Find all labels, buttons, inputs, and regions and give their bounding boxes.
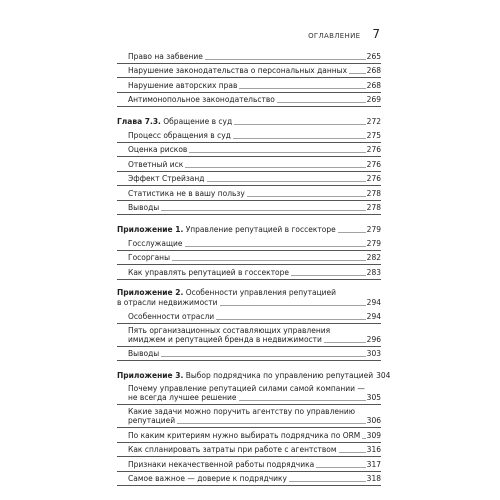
toc-entry-text: не всегда лучшее решение <box>128 393 237 402</box>
toc-section-entry[interactable] <box>117 236 381 251</box>
toc-entry-row <box>117 157 381 172</box>
toc-section-entry[interactable] <box>117 405 381 428</box>
toc-page-number: 276 <box>366 174 381 183</box>
toc-entry-text: Выводы <box>128 203 160 212</box>
toc-entry-row <box>117 347 381 362</box>
toc-section-entry[interactable] <box>117 251 381 266</box>
header-title: ОГЛАВЛЕНИЕ <box>308 32 361 40</box>
toc-entry-label <box>128 335 322 345</box>
toc-entry-prefix: Приложение 2. <box>117 288 184 297</box>
toc-section-entry[interactable] <box>117 265 381 280</box>
dot-leader <box>324 342 366 343</box>
dot-leader <box>234 124 366 125</box>
toc-entry-label <box>128 189 245 199</box>
dot-leader <box>189 152 365 153</box>
toc-page-number: 294 <box>366 298 381 307</box>
toc-entry-text: Ответный иск <box>128 159 184 169</box>
dot-leader <box>172 260 366 261</box>
dot-leader <box>239 400 366 401</box>
toc-entry-label: Какие задачи можно поручить агентству по управлению <box>128 407 356 416</box>
toc-entry-label <box>128 445 337 455</box>
toc-entry-label <box>117 298 218 308</box>
toc-entry-text: Обращение в суд <box>160 117 233 126</box>
toc-entry-row <box>117 128 381 143</box>
toc-entry-prefix: Приложение 1. <box>117 225 184 234</box>
toc-page-number: 303 <box>366 349 381 358</box>
toc-chapter-entry[interactable] <box>117 286 381 309</box>
dot-leader <box>161 356 365 357</box>
toc-section-entry[interactable] <box>117 472 381 487</box>
dot-leader <box>239 88 365 89</box>
toc-entry-row <box>117 222 381 237</box>
toc-entry-label <box>117 371 373 381</box>
toc-page-number: 276 <box>366 145 381 154</box>
dot-leader <box>177 423 366 424</box>
toc-page-number: 309 <box>366 430 381 440</box>
toc-page-number: 279 <box>366 225 381 234</box>
toc-entry-row <box>117 93 381 108</box>
toc-entry-label <box>128 203 159 213</box>
toc-entry-row <box>117 114 381 129</box>
dot-leader <box>216 319 366 320</box>
toc-entry-text: Управление репутацией в госсекторе <box>183 225 336 234</box>
dot-leader <box>205 59 366 60</box>
toc-page-number: 304 <box>376 371 391 380</box>
toc-entry-row <box>117 443 381 458</box>
toc-entry-text: Как управлять репутацией в госсекторе <box>128 267 290 277</box>
toc-page-number: 279 <box>366 238 381 248</box>
toc-entry-text: Самое важное — доверие к подрядчику <box>128 474 287 483</box>
toc-entry-label <box>128 474 287 484</box>
toc-entry-row <box>117 309 381 324</box>
dot-leader <box>316 467 365 468</box>
toc-entry-row <box>117 236 381 251</box>
toc-entry-row <box>117 472 381 487</box>
toc-section-entry[interactable] <box>117 49 381 64</box>
toc-entry-text: Госслужащие <box>128 238 183 248</box>
toc-entry-text: Эффект Стрейзанд <box>128 174 205 183</box>
toc-entry-text: По каким критериям нужно выбирать подрядчика по ORM <box>128 430 361 440</box>
toc-entry-label <box>128 160 183 170</box>
toc-page-number: 306 <box>366 416 381 425</box>
dot-leader <box>277 102 366 103</box>
toc-entry-row <box>117 251 381 266</box>
toc-section-entry[interactable] <box>117 443 381 458</box>
toc-entry-label <box>128 145 187 155</box>
toc-entry-label <box>128 431 360 441</box>
toc-entry-text: Выбор подрядчика по управлению репутацией <box>183 371 374 380</box>
toc-section-entry[interactable] <box>117 78 381 93</box>
dot-leader <box>362 438 365 439</box>
dot-leader <box>185 167 365 168</box>
toc-page-number: 317 <box>366 459 381 469</box>
dot-leader <box>220 305 366 306</box>
dot-leader <box>339 452 366 453</box>
toc-entry-row <box>117 298 381 309</box>
dot-leader <box>185 246 366 247</box>
table-of-contents <box>117 49 391 486</box>
toc-entry-label <box>128 268 289 278</box>
toc-page-number: 278 <box>366 188 381 198</box>
toc-section-entry[interactable] <box>117 93 381 108</box>
toc-page-number: 305 <box>366 393 381 402</box>
toc-section-entry[interactable] <box>117 324 381 347</box>
toc-entry-row <box>117 78 381 93</box>
toc-entry-label: Особенности управления репутацией <box>183 288 337 297</box>
dot-leader <box>338 232 366 233</box>
toc-section-entry[interactable] <box>117 157 381 172</box>
toc-page-number: 296 <box>366 334 381 344</box>
toc-page-number: 282 <box>366 253 381 262</box>
toc-section-entry[interactable] <box>117 428 381 443</box>
toc-page-number: 278 <box>366 203 381 212</box>
toc-entry-text: Процесс обращения в суд <box>128 130 231 140</box>
toc-entry-row <box>117 394 381 405</box>
toc-entry-row <box>117 336 381 347</box>
toc-entry-label <box>128 349 159 359</box>
dot-leader <box>291 275 366 276</box>
toc-section-entry[interactable] <box>117 382 381 405</box>
toc-page-number: 294 <box>366 311 381 321</box>
toc-entry-label <box>128 81 237 91</box>
toc-entry-text: Признаки некачественной работы подрядчика <box>128 459 315 469</box>
toc-entry-text: Нарушение авторских прав <box>128 80 238 90</box>
toc-chapter-entry[interactable] <box>117 222 381 237</box>
toc-page-number: 268 <box>366 80 381 90</box>
toc-entry-label <box>128 95 275 105</box>
toc-entry-text: Оценка рисков <box>128 145 188 154</box>
toc-section-entry[interactable] <box>117 143 381 158</box>
toc-entry-label <box>128 312 214 322</box>
toc-entry-row <box>117 417 381 428</box>
toc-section-entry[interactable] <box>117 201 381 216</box>
toc-entry-text: Нарушение законодательства о персональных данных <box>128 66 348 75</box>
toc-entry-text: Статистика не в вашу пользу <box>128 188 245 198</box>
dot-leader <box>247 196 366 197</box>
dot-leader <box>233 138 366 139</box>
toc-section-entry[interactable] <box>117 457 381 472</box>
toc-entry-text: в отрасли недвижимости <box>117 298 218 307</box>
toc-section-entry[interactable] <box>117 309 381 324</box>
toc-section-entry[interactable] <box>117 186 381 201</box>
toc-entry-label <box>117 225 336 235</box>
toc-entry-row <box>117 428 381 443</box>
toc-entry-label <box>128 416 175 426</box>
toc-entry-row <box>117 457 381 472</box>
toc-page-number: 276 <box>366 159 381 169</box>
toc-entry-row <box>117 265 381 280</box>
toc-entry-text: имиджем и репутацией бренда в недвижимости <box>128 334 322 344</box>
toc-entry-prefix: Глава 7.3. <box>117 117 161 126</box>
toc-entry-label: Почему управление репутацией силами самой компании — <box>128 384 365 393</box>
toc-entry-label <box>128 460 314 470</box>
toc-chapter-entry[interactable] <box>117 368 391 383</box>
toc-section-entry[interactable] <box>117 64 381 79</box>
toc-entry-label <box>128 239 183 249</box>
toc-page-number: 275 <box>366 130 381 140</box>
toc-entry-text: Право на забвение <box>128 51 203 61</box>
toc-page-number: 318 <box>366 474 381 483</box>
dot-leader <box>289 481 366 482</box>
toc-entry-row <box>117 368 391 383</box>
toc-entry-row <box>117 201 381 216</box>
toc-section-entry[interactable] <box>117 347 381 362</box>
toc-entry-label <box>128 174 205 184</box>
toc-entry-row <box>117 172 381 187</box>
toc-page-number: 316 <box>366 445 381 454</box>
toc-entry-label <box>128 253 170 263</box>
toc-entry-label <box>128 52 203 62</box>
toc-page-number: 268 <box>366 66 381 75</box>
toc-entry-label: Пять организационных составляющих управления <box>128 325 331 335</box>
toc-entry-label <box>128 393 237 403</box>
toc-page-number: 269 <box>366 95 381 104</box>
toc-entry-prefix: Приложение 3. <box>117 371 184 380</box>
toc-entry-row <box>117 64 381 79</box>
toc-entry-text: Выводы <box>128 349 160 358</box>
toc-entry-label <box>117 117 232 127</box>
header-page-number: 7 <box>372 27 380 41</box>
toc-entry-text-line <box>117 286 381 298</box>
page-header <box>308 27 380 39</box>
toc-section-entry[interactable] <box>117 172 381 187</box>
toc-entry-row <box>117 49 381 64</box>
toc-page-number: 283 <box>366 267 381 277</box>
toc-entry-row <box>117 143 381 158</box>
toc-entry-label <box>128 66 347 76</box>
toc-chapter-entry[interactable] <box>117 114 381 129</box>
toc-entry-text: репутацией <box>128 416 176 425</box>
toc-entry-label <box>128 131 231 141</box>
toc-entry-text: Антимонопольное законодательство <box>128 95 275 104</box>
toc-entry-text: Особенности отрасли <box>128 311 215 321</box>
toc-section-entry[interactable] <box>117 128 381 143</box>
toc-page-number: 272 <box>366 117 381 126</box>
toc-entry-row <box>117 186 381 201</box>
dot-leader <box>349 73 366 74</box>
toc-entry-text: Как спланировать затраты при работе с агентством <box>128 445 337 454</box>
dot-leader <box>161 210 365 211</box>
toc-page-number: 265 <box>366 51 381 61</box>
toc-entry-text: Госорганы <box>128 253 170 262</box>
dot-leader <box>207 181 366 182</box>
